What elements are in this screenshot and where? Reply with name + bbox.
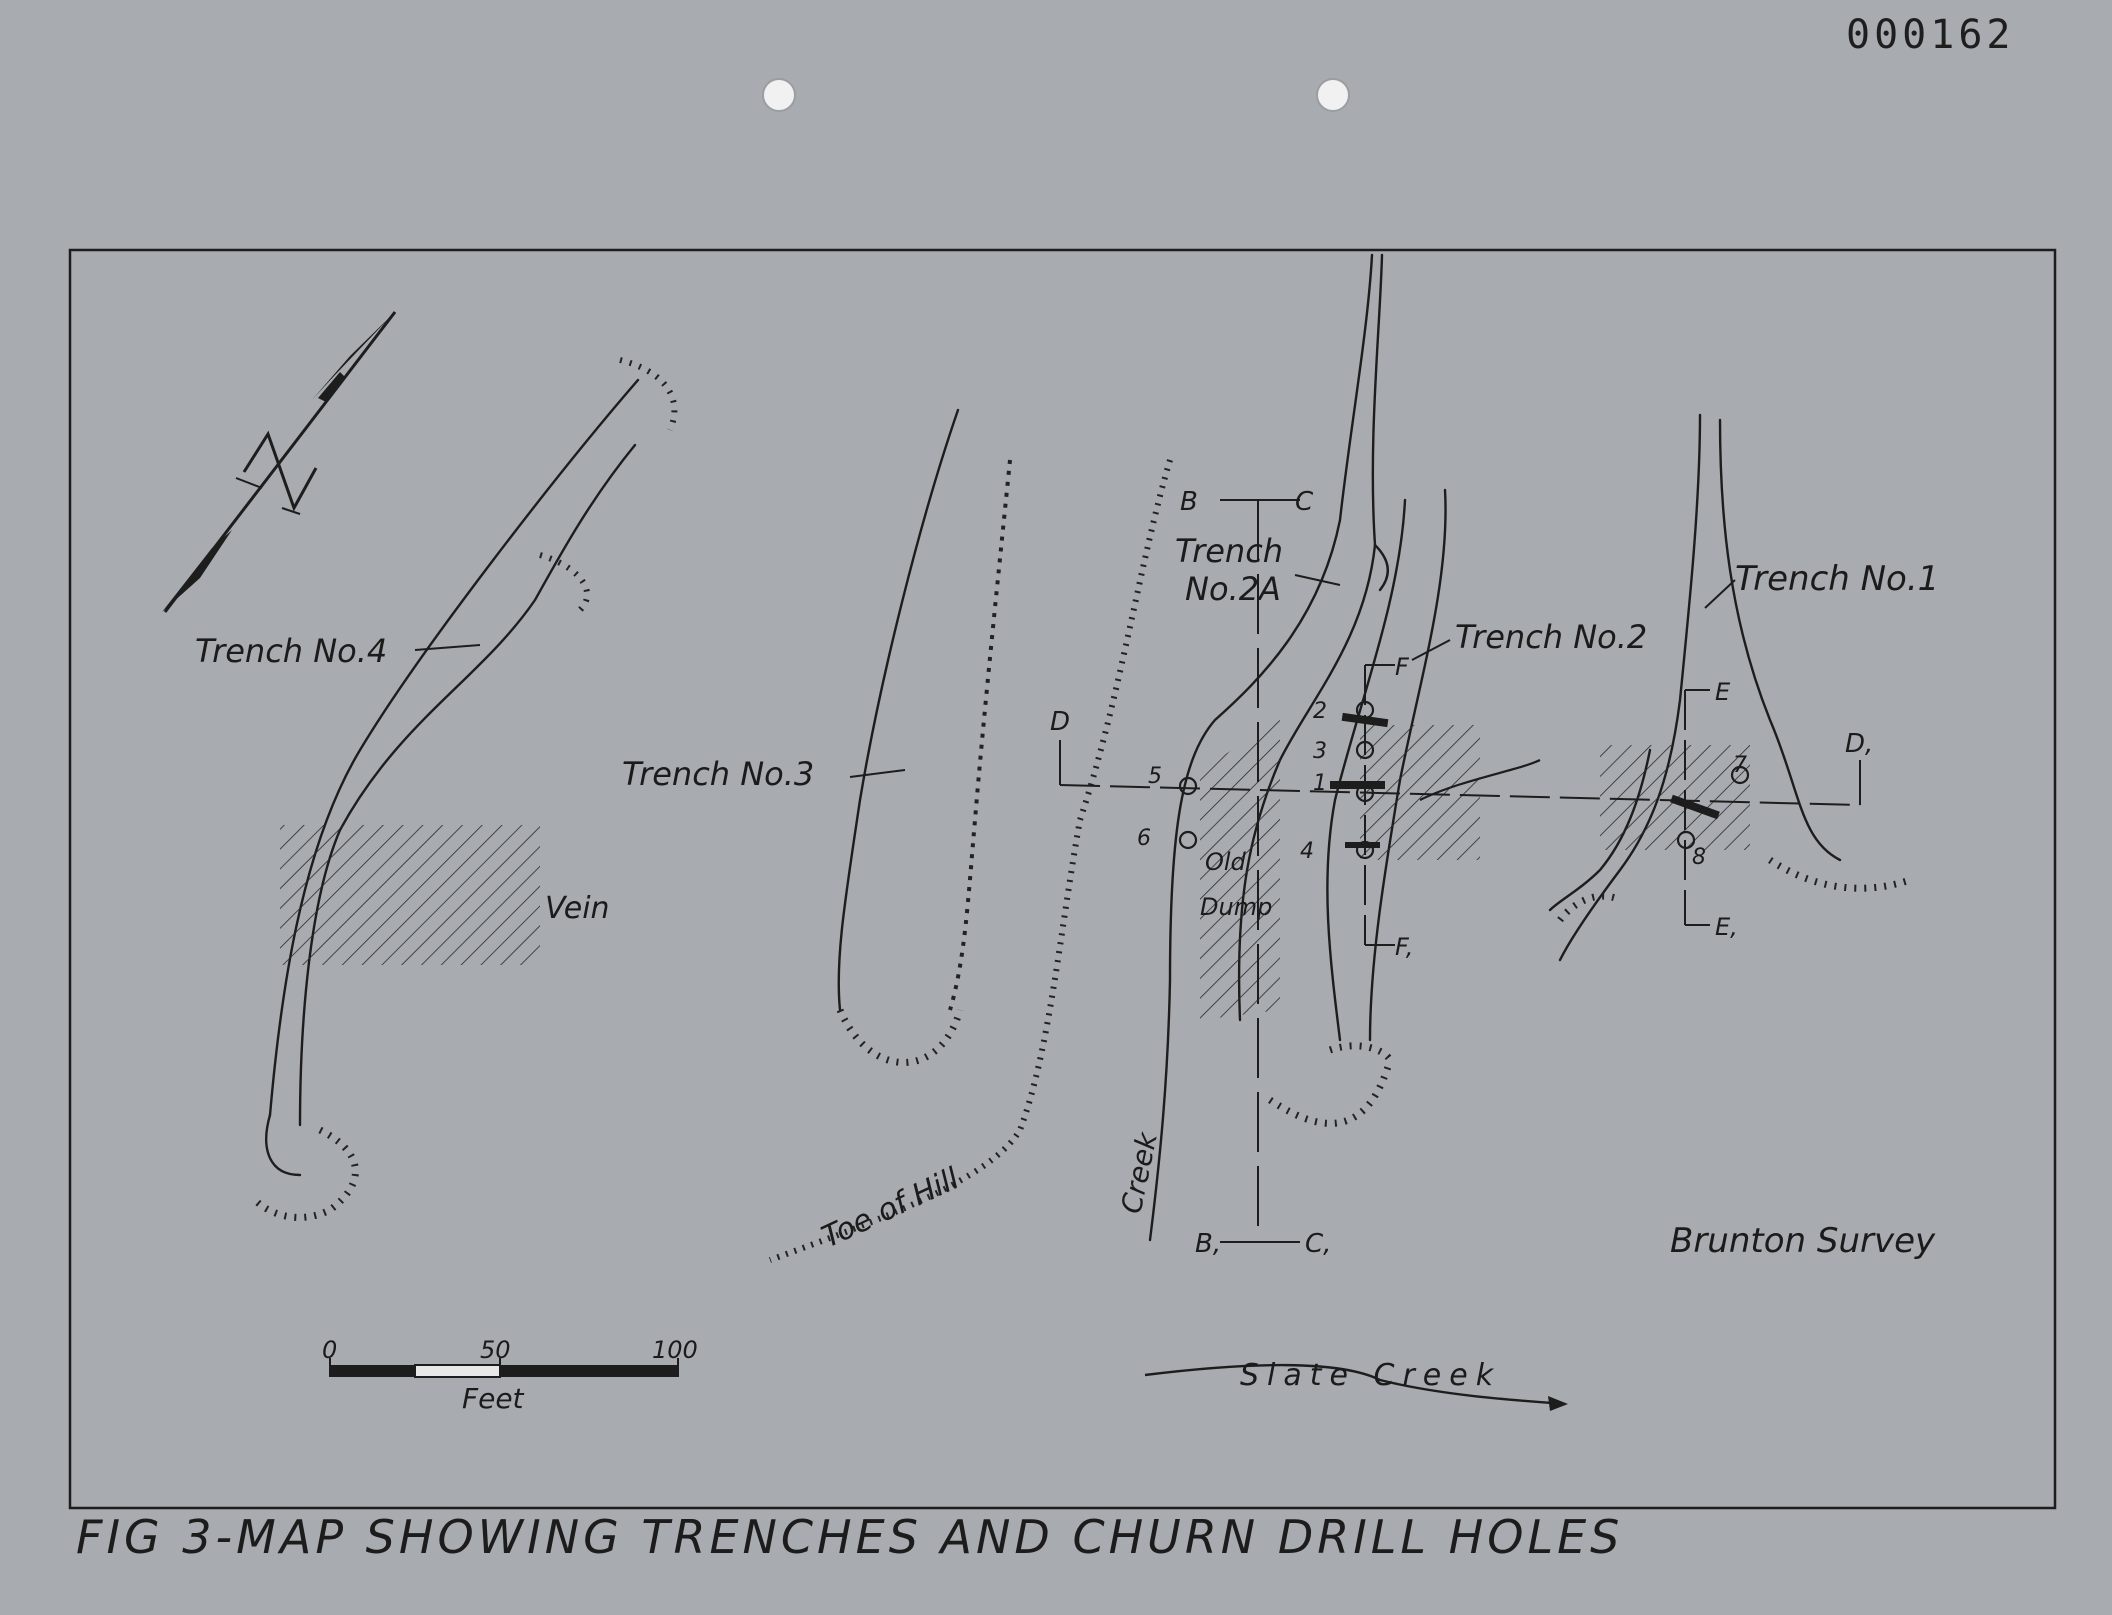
drill-hole-label-1: 1: [1313, 771, 1327, 796]
drill-hole-5: [1180, 778, 1196, 794]
old-dump-label-1: Old: [1205, 848, 1246, 876]
trench-no4-label: Trench No.4: [195, 632, 388, 670]
trench-no3-leader: [850, 770, 905, 777]
section-label-e1: E,: [1715, 913, 1738, 941]
slate-creek-label: Slate Creek: [1240, 1358, 1502, 1393]
old-dump-label-2: Dump: [1200, 893, 1273, 921]
drill-hole-label-3: 3: [1313, 739, 1327, 764]
trench-no1-label: Trench No.1: [1735, 559, 1940, 599]
vein-area: [280, 825, 540, 965]
section-label-b1: B,: [1195, 1229, 1222, 1259]
trench-no1-leader: [1705, 580, 1735, 608]
drill-hole-label-6: 6: [1137, 826, 1151, 851]
trench-no3-label: Trench No.3: [622, 755, 815, 793]
section-label-f1: F,: [1395, 933, 1414, 961]
trench-no2a-leader: [1295, 575, 1340, 585]
drill-hole-label-4: 4: [1300, 839, 1314, 864]
section-label-d1: D,: [1845, 729, 1874, 759]
figure-caption: FIG 3-MAP SHOWING TRENCHES AND CHURN DRILL HOLES: [76, 1510, 1624, 1564]
toe-of-hill-label: Toe of Hill: [816, 1161, 965, 1256]
trench-no4: [255, 360, 674, 1217]
scale-tick-50: 50: [480, 1336, 511, 1364]
drill-hole-label-2: 2: [1313, 699, 1327, 724]
scale-tick-100: 100: [652, 1336, 698, 1364]
toe-of-hill-line: [770, 460, 1170, 1260]
section-label-e: E: [1715, 678, 1731, 706]
brunton-survey-label: Brunton Survey: [1670, 1221, 1936, 1261]
drill-bar-1: [1330, 781, 1385, 789]
trench-no2-leader: [1412, 640, 1450, 660]
trench-no2a-label-line2: No.2A: [1185, 570, 1281, 608]
trench-no2-label: Trench No.2: [1455, 618, 1648, 656]
scale-unit: Feet: [462, 1382, 524, 1415]
creek-label: Creek: [1114, 1129, 1164, 1217]
scale-tick-0: 0: [322, 1336, 338, 1364]
trench-no3: [839, 410, 1010, 1063]
drill-hole-label-7: 7: [1733, 753, 1747, 778]
slate-creek-arrowhead: [1548, 1396, 1568, 1411]
section-label-c: C: [1295, 487, 1314, 517]
vein-label: Vein: [545, 891, 610, 926]
section-label-d: D: [1050, 707, 1071, 737]
trench-no4-leader: [415, 645, 480, 650]
trench-no2a-label-line1: Trench: [1175, 532, 1284, 570]
drill-hole-6: [1180, 832, 1196, 848]
document-number: 000162: [1846, 12, 2015, 58]
section-label-b: B: [1180, 487, 1198, 517]
drill-hole-label-5: 5: [1148, 764, 1162, 789]
north-arrow-icon: [162, 312, 395, 612]
drill-hole-label-8: 8: [1692, 845, 1706, 870]
section-label-c1: C,: [1305, 1229, 1332, 1259]
section-label-f: F: [1395, 653, 1409, 681]
drill-bar-4: [1345, 842, 1380, 848]
